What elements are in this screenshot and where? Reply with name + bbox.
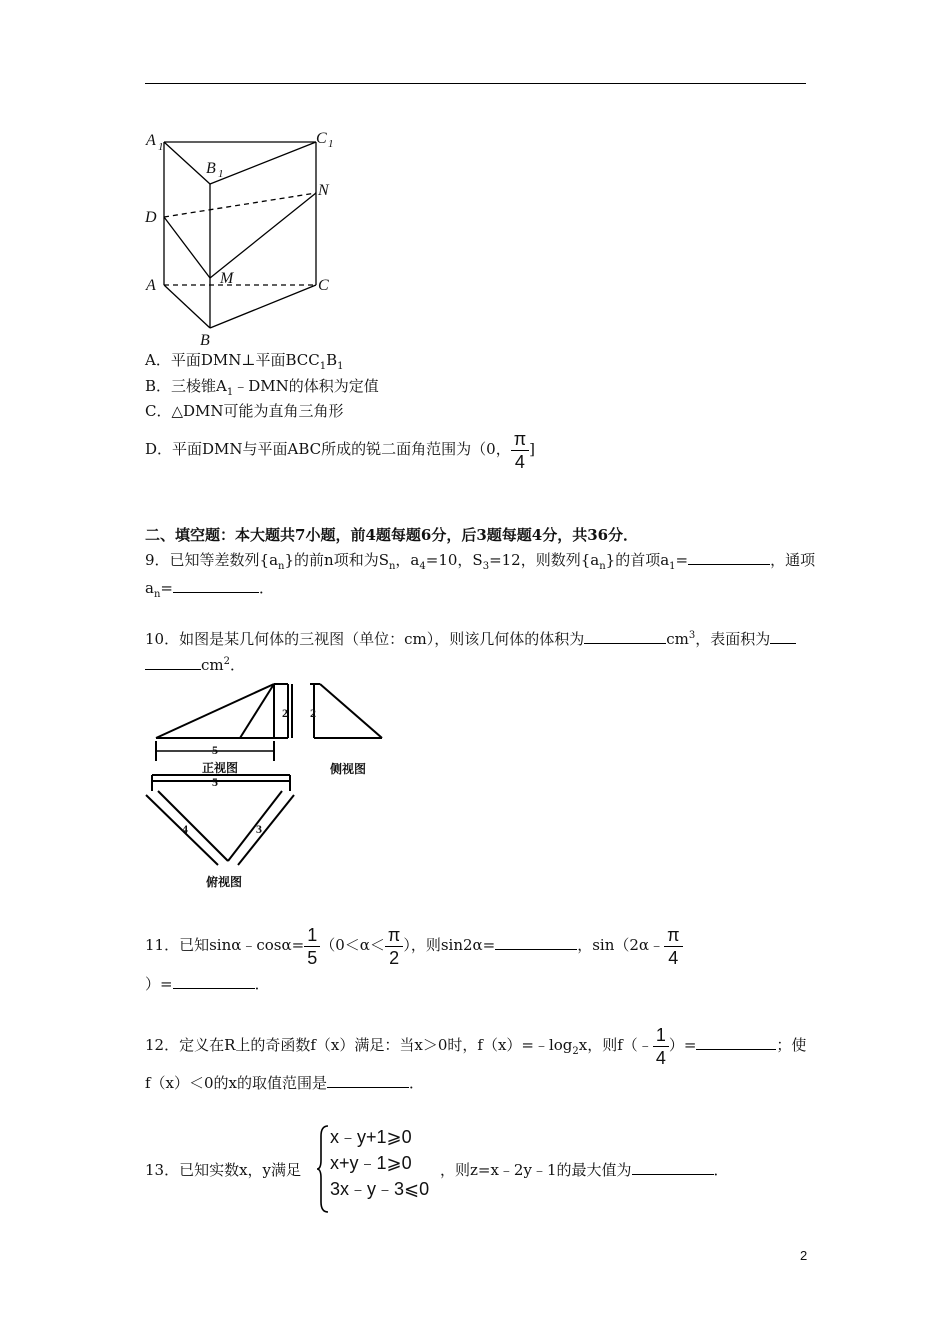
question-12-line1: 12．定义在R上的奇函数f（x）满足：当x＞0时，$f(x)=﹣\log_2x$，则f（﹣ $\frac{1}{4}$ ）= ；使 [145, 1024, 807, 1068]
question-11-line2: ）= ． [145, 975, 270, 993]
answer-blank[interactable] [584, 629, 666, 644]
answer-blank[interactable] [696, 1035, 776, 1050]
label-b1-sub: 1 [218, 168, 224, 180]
answer-blank[interactable] [495, 935, 577, 950]
front-view-caption: 正视图 [202, 761, 239, 775]
three-view-figure [140, 675, 400, 895]
answer-blank[interactable] [688, 550, 770, 565]
prism-figure [140, 125, 340, 350]
header-rule [145, 83, 806, 84]
option-b: B．三棱锥$A_1﹣DMN$的体积为定值 [145, 377, 379, 398]
side-view-caption: 侧视图 [330, 762, 367, 776]
label-c: C [318, 277, 329, 294]
top-right-label: 3 [256, 822, 262, 836]
front-width-label: 5 [212, 743, 218, 757]
label-c1-sub: 1 [328, 138, 334, 150]
top-left-label: 4 [182, 822, 188, 836]
label-n: N [318, 182, 329, 199]
question-12-line2: f（x）＜0的x的取值范围是 ． [145, 1074, 425, 1092]
label-a: A [146, 277, 156, 294]
fraction-pi-over-2: $\frac{\pi}{2}$ [385, 926, 403, 967]
top-view-caption: 俯视图 [206, 875, 243, 889]
section-heading: 二、填空题：本大题共7小题，前4题每题6分，后3题每题4分，共36分． [145, 526, 639, 544]
question-9-line2: $a_n=$ ． [145, 579, 274, 600]
question-10-line1: 10．如图是某几何体的三视图（单位：cm），则该几何体的体积为 $cm^3$，表面积为 [145, 626, 796, 649]
option-a: A．平面DMN⊥平面$BCC_1B_1$ [145, 351, 344, 372]
inequality-1: x﹣y+1⩾0 [330, 1127, 412, 1147]
label-m: M [220, 270, 234, 287]
fraction-pi-over-4: $\frac{\pi}{4}$ [511, 430, 529, 471]
front-height-label: 2 [282, 706, 288, 720]
option-c: C．△DMN可能为直角三角形 [145, 402, 344, 420]
question-13-suffix: ，则z=x﹣2y﹣1的最大值为 ． [440, 1161, 729, 1179]
side-height-label: 2 [310, 706, 316, 720]
fraction-pi-over-4: $\frac{\pi}{4}$ [664, 926, 682, 967]
label-d: D [145, 209, 157, 226]
top-width-label: 5 [212, 775, 218, 789]
inequality-system [318, 1124, 429, 1202]
answer-blank[interactable] [173, 974, 255, 989]
label-c1: C [316, 130, 327, 147]
question-9-line1: 9．已知等差数列$\{a_n\}$的前n项和为$S_n$，$a_4=10$，$S_3=12$，则数列$\{a_n\}$的首项$a_1=$ ，通项 [145, 551, 816, 572]
fraction-1-4: $\frac{1}{4}$ [653, 1026, 669, 1067]
inequality-3: 3x﹣y﹣3⩽0 [330, 1179, 430, 1199]
answer-blank[interactable] [632, 1160, 714, 1175]
answer-blank[interactable] [145, 655, 201, 670]
question-10-line2: $cm^2$． [145, 652, 245, 675]
label-a1: A [146, 132, 156, 149]
question-11-line1: 11．已知sinα﹣cosα= $\frac{1}{5}$ （0＜α＜ $\frac{\pi}{2}$ ），则sin2α= ，sin（2α﹣ $\frac{\pi}{4}$ [145, 922, 683, 968]
label-b1: B [206, 160, 216, 177]
fraction-1-5: $\frac{1}{5}$ [304, 926, 320, 967]
label-b: B [200, 332, 210, 349]
question-13-prefix: 13．已知实数x，y满足 [145, 1161, 302, 1179]
inequality-2: x+y﹣1⩾0 [330, 1153, 412, 1173]
page-number: 2 [800, 1248, 808, 1263]
answer-blank[interactable] [173, 578, 259, 593]
label-a1-sub: 1 [158, 141, 164, 153]
option-d: D．平面DMN与平面ABC所成的锐二面角范围为（0， $\frac{\pi}{4}$ ] [145, 428, 535, 472]
answer-blank[interactable] [327, 1073, 409, 1088]
answer-blank[interactable] [770, 629, 796, 644]
